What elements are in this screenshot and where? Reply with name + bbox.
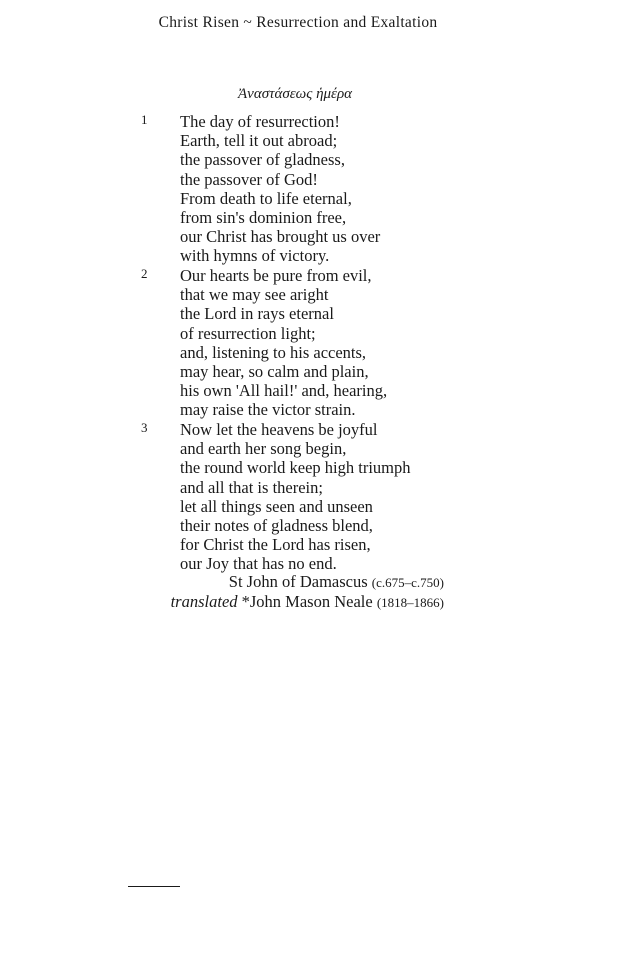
verse-number: 3 xyxy=(141,420,148,435)
translated-label: translated xyxy=(170,592,238,611)
verse-line: of resurrection light; xyxy=(180,323,316,343)
verse-line: Our hearts be pure from evil, xyxy=(180,266,372,285)
author-dates: (c.675–c.750) xyxy=(371,575,444,590)
verse-line: may raise the victor strain. xyxy=(180,400,356,420)
verse-line: the Lord in rays eternal xyxy=(180,304,334,324)
verse-line: our Joy that has no end. xyxy=(180,554,337,574)
verse-line: for Christ the Lord has risen, xyxy=(180,535,371,555)
verse-number: 1 xyxy=(141,112,148,127)
greek-incipit: Ἀναστάσεως ἡμέρα xyxy=(238,86,353,102)
translator-credit xyxy=(171,592,444,612)
verse-line: their notes of gladness blend, xyxy=(180,516,373,536)
running-head: Christ Risen ~ Resurrection and Exaltation xyxy=(158,14,438,31)
verse-line: with hymns of victory. xyxy=(180,246,330,266)
verse-lines xyxy=(180,112,380,266)
verse-line: from sin's dominion free, xyxy=(180,208,347,228)
verse-line: the round world keep high triumph xyxy=(180,458,411,478)
translator-name: *John Mason Neale xyxy=(241,592,373,611)
verse-line: our Christ has brought us over xyxy=(180,227,381,247)
verse-line: Earth, tell it out abroad; xyxy=(180,131,338,151)
author-credit xyxy=(229,572,444,592)
verse-line: the passover of gladness, xyxy=(180,150,345,170)
verse-line: his own 'All hail!' and, hearing, xyxy=(180,381,388,401)
verse-line: and all that is therein; xyxy=(180,477,323,497)
verse-line: may hear, so calm and plain, xyxy=(180,362,369,382)
author-name: St John of Damascus xyxy=(228,572,368,591)
verse-line: and earth her song begin, xyxy=(180,439,347,459)
verse-line: let all things seen and unseen xyxy=(180,496,373,516)
verse-line: that we may see aright xyxy=(180,285,329,305)
verse-line: and, listening to his accents, xyxy=(180,342,367,362)
verse-line: the passover of God! xyxy=(180,169,318,189)
footer-rule xyxy=(128,886,180,887)
translator-dates: (1818–1866) xyxy=(376,595,444,610)
verse-line: Now let the heavens be joyful xyxy=(180,420,378,439)
verse-lines xyxy=(180,266,387,420)
verse-lines xyxy=(180,420,411,574)
verse-number: 2 xyxy=(141,266,148,281)
verse-line: The day of resurrection! xyxy=(180,112,340,131)
verse-line: From death to life eternal, xyxy=(180,188,352,208)
